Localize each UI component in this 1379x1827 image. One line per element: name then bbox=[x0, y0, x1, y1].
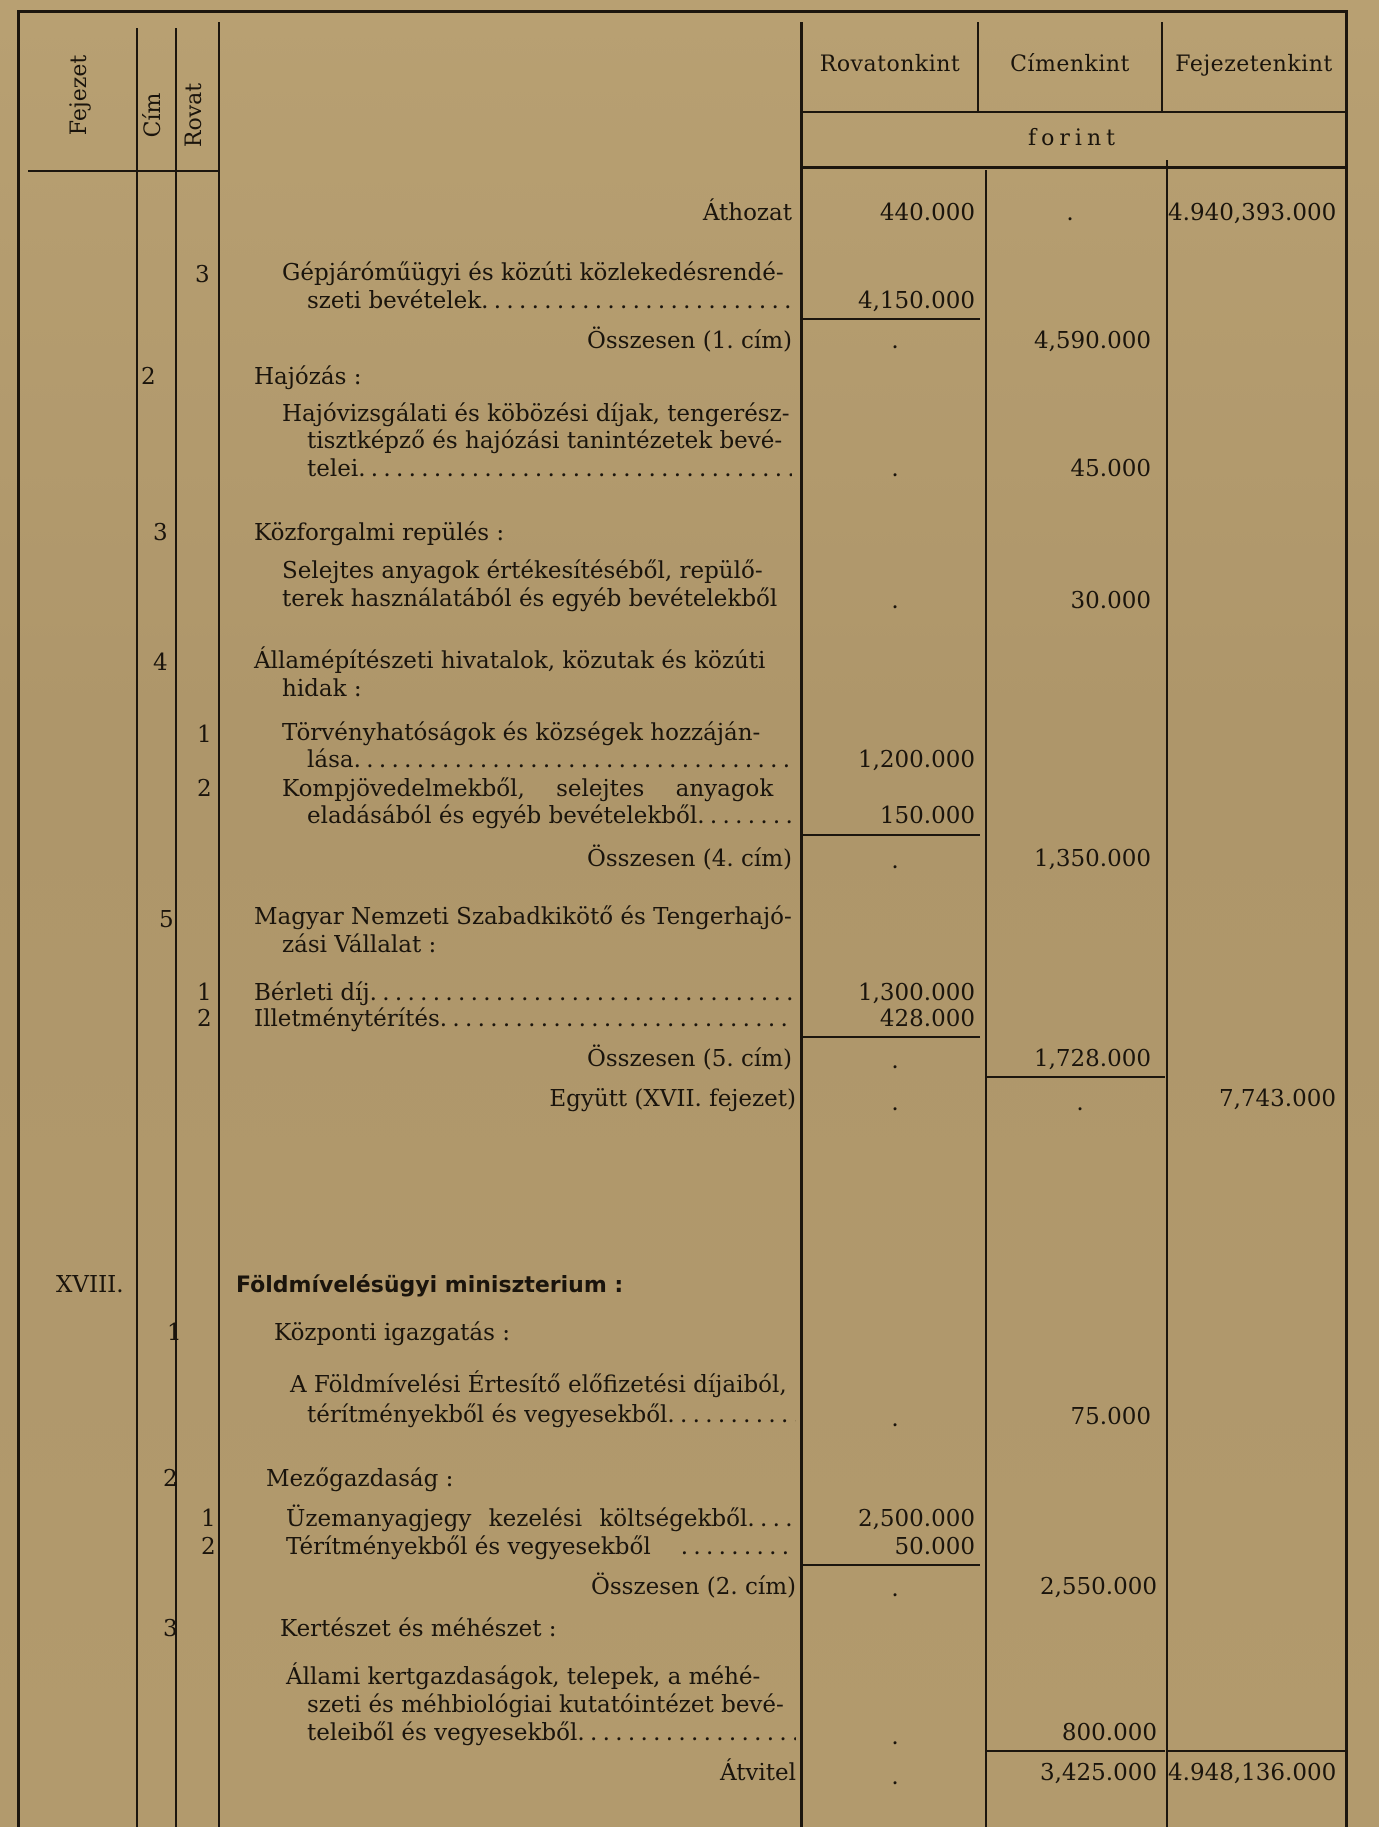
ertesito-cim: 75.000 bbox=[1070, 1404, 1151, 1430]
header-rovat: Rovat bbox=[182, 82, 207, 148]
berleti-rov: 1,300.000 bbox=[857, 980, 975, 1006]
rule-5 bbox=[803, 1564, 980, 1566]
header-currency: forint bbox=[1028, 126, 1120, 151]
gepjarmu-rovat: 3 bbox=[195, 262, 210, 288]
atvitel-cim: 3,425.000 bbox=[1039, 1760, 1157, 1786]
kertesz-label: Kertészet és méhészet : bbox=[280, 1616, 557, 1642]
athozat-rov: 440.000 bbox=[879, 200, 975, 226]
ossz4-cim: 1,350.000 bbox=[1033, 846, 1151, 872]
header-cim: Cím bbox=[141, 92, 166, 138]
egyutt-rov: . bbox=[891, 1090, 899, 1116]
xviii-fejezet: XVIII. bbox=[56, 1272, 124, 1298]
magyar-cim: 5 bbox=[159, 907, 174, 933]
allami-line1: Állami kertgazdaságok, telepek, a méhé- bbox=[286, 1664, 761, 1690]
berleti-line bbox=[254, 980, 792, 1007]
rule-2 bbox=[803, 834, 980, 836]
atvitel-label: Átvitel bbox=[719, 1760, 796, 1786]
hajovizs-rov: . bbox=[891, 456, 899, 482]
torveny-line1: Törvényhatóságok és községek hozzáján- bbox=[282, 720, 761, 746]
mezog-label: Mezőgazdaság : bbox=[266, 1466, 454, 1492]
header-rovatonkint: Rovatonkint bbox=[819, 52, 961, 77]
rule-4 bbox=[985, 1076, 1165, 1078]
egyutt-label: Együtt (XVII. fejezet) bbox=[549, 1086, 796, 1112]
frame-left bbox=[17, 12, 20, 1827]
kozforg-label: Közforgalmi repülés : bbox=[254, 520, 505, 546]
kompj-rovat: 2 bbox=[197, 776, 212, 802]
torveny-line2 bbox=[307, 747, 792, 774]
col-sep-cim bbox=[175, 28, 177, 1827]
egyutt-fej: 7,743.000 bbox=[1218, 1086, 1336, 1112]
frame-right bbox=[1345, 10, 1348, 1827]
ossz2-rov: . bbox=[891, 1576, 899, 1602]
kozforg-cim: 3 bbox=[153, 520, 168, 546]
athozat-fej: 4.940,393.000 bbox=[1168, 200, 1337, 226]
hajovizs-line3 bbox=[307, 456, 792, 483]
kozponti-cim: 1 bbox=[167, 1320, 182, 1346]
col-sep-fejezet bbox=[136, 28, 138, 1827]
header-fejezetenkint: Fejezetenkint bbox=[1175, 52, 1333, 77]
ossz2-cim: 2,550.000 bbox=[1039, 1574, 1157, 1600]
terit-line bbox=[286, 1534, 796, 1561]
col-sep-rovat bbox=[218, 22, 220, 1827]
ossz4-label: Összesen (4. cím) bbox=[587, 846, 792, 872]
uzem-line bbox=[286, 1506, 796, 1533]
egyutt-cim: . bbox=[1076, 1090, 1084, 1116]
ertesito-line1: A Földmívelési Értesítő előfizetési díjaiból, bbox=[290, 1372, 787, 1398]
magyar-line1: Magyar Nemzeti Szabadkikötő és Tengerhajó- bbox=[254, 904, 792, 930]
col-sep-cimenkint-body bbox=[1166, 160, 1168, 1827]
gepjarmu-line2-text: szeti bevételek bbox=[307, 288, 482, 314]
ossz5-cim: 1,728.000 bbox=[1033, 1046, 1151, 1072]
uzem-rov: 2,500.000 bbox=[857, 1506, 975, 1532]
terit-rov: 50.000 bbox=[894, 1534, 975, 1560]
gepjarmu-line1: Gépjáróműügyi és közúti közlekedésrendé- bbox=[282, 260, 784, 286]
allamep-cim: 4 bbox=[153, 650, 168, 676]
kozponti-label: Központi igazgatás : bbox=[274, 1320, 510, 1346]
torveny-line2-text: lása bbox=[307, 747, 354, 773]
hajovizs-line3-text: telei bbox=[307, 456, 359, 482]
magyar-line2: zási Vállalat : bbox=[282, 932, 437, 958]
allami-cim: 800.000 bbox=[1061, 1720, 1157, 1746]
selejtes-cim: 30.000 bbox=[1070, 588, 1151, 614]
allamep-line2: hidak : bbox=[282, 676, 362, 702]
berleti-label: Bérleti díj bbox=[254, 980, 370, 1006]
ertesito-rov: . bbox=[891, 1406, 899, 1432]
hajovizs-cim: 45.000 bbox=[1070, 456, 1151, 482]
ertesito-line2 bbox=[307, 1402, 796, 1429]
ossz4-rov: . bbox=[891, 848, 899, 874]
selejtes-rov: . bbox=[891, 588, 899, 614]
rule-3 bbox=[803, 1036, 980, 1038]
atvitel-fej: 4.948,136.000 bbox=[1168, 1760, 1337, 1786]
terit-rovat: 2 bbox=[201, 1534, 216, 1560]
kompj-rov: 150.000 bbox=[879, 803, 975, 829]
kompj-line2-text: eladásából és egyéb bevételekből bbox=[307, 803, 698, 829]
kompj-line1: Kompjövedelmekből, selejtes anyagok bbox=[282, 776, 774, 802]
allami-line3-text: teleiből és vegyesekből bbox=[307, 1720, 578, 1746]
header-left-bottom bbox=[28, 170, 218, 172]
ossz2-label: Összesen (2. cím) bbox=[591, 1574, 796, 1600]
atvitel-rov: . bbox=[891, 1764, 899, 1790]
kompj-line2 bbox=[307, 803, 792, 830]
athozat-label: Áthozat bbox=[702, 200, 792, 226]
athozat-cim: . bbox=[1066, 200, 1074, 226]
header-fejezet: Fejezet bbox=[67, 54, 92, 136]
gepjarmu-rov: 4,150.000 bbox=[857, 288, 975, 314]
kertesz-cim: 3 bbox=[163, 1616, 178, 1642]
ossz5-label: Összesen (5. cím) bbox=[587, 1046, 792, 1072]
selejtes-line1: Selejtes anyagok értékesítéséből, repülő- bbox=[282, 558, 763, 584]
ossz1-label: Összesen (1. cím) bbox=[587, 328, 792, 354]
ertesito-line2-text: térítményekből és vegyesekből bbox=[307, 1402, 668, 1428]
gepjarmu-line2 bbox=[307, 288, 792, 315]
mezog-cim: 2 bbox=[163, 1466, 178, 1492]
ossz1-cim: 4,590.000 bbox=[1033, 328, 1151, 354]
hajozas-cim: 2 bbox=[141, 364, 156, 390]
berleti-rovat: 1 bbox=[197, 980, 212, 1006]
allami-rov: . bbox=[891, 1724, 899, 1750]
hajozas-label: Hajózás : bbox=[254, 364, 362, 390]
torveny-rovat: 1 bbox=[197, 722, 212, 748]
header-right-bottom bbox=[800, 166, 1345, 169]
frame-top bbox=[17, 10, 1348, 13]
uzem-label: Üzemanyagjegy kezelési költségekből bbox=[286, 1506, 748, 1532]
hajovizs-line2: tisztképző és hajózási tanintézetek bevé- bbox=[307, 428, 783, 454]
allami-line3 bbox=[307, 1720, 796, 1747]
illetm-label: Illetménytérítés bbox=[254, 1006, 440, 1032]
allamep-line1: Államépítészeti hivatalok, közutak és közúti bbox=[254, 648, 766, 674]
ossz1-rov: . bbox=[891, 328, 899, 354]
hajovizs-line1: Hajóvizsgálati és köbözési díjak, tengerész- bbox=[282, 401, 790, 427]
ossz5-rov: . bbox=[891, 1048, 899, 1074]
illetm-line bbox=[254, 1006, 792, 1033]
illetm-rov: 428.000 bbox=[879, 1006, 975, 1032]
selejtes-line2: terek használatából és egyéb bevételekből bbox=[282, 586, 778, 612]
header-currency-line bbox=[800, 111, 1345, 113]
terit-label: Térítményekből és vegyesekből bbox=[286, 1534, 651, 1560]
rule-1 bbox=[803, 318, 980, 320]
torveny-rov: 1,200.000 bbox=[857, 747, 975, 773]
rule-6 bbox=[985, 1750, 1165, 1752]
rule-7 bbox=[1166, 1750, 1346, 1752]
header-cimenkint: Címenkint bbox=[1010, 52, 1130, 77]
uzem-rovat: 1 bbox=[201, 1506, 216, 1532]
allami-line2: szeti és méhbiológiai kutatóintézet bevé- bbox=[307, 1692, 784, 1718]
xviii-label: Földmívelésügyi miniszterium : bbox=[236, 1273, 624, 1298]
illetm-rovat: 2 bbox=[197, 1006, 212, 1032]
